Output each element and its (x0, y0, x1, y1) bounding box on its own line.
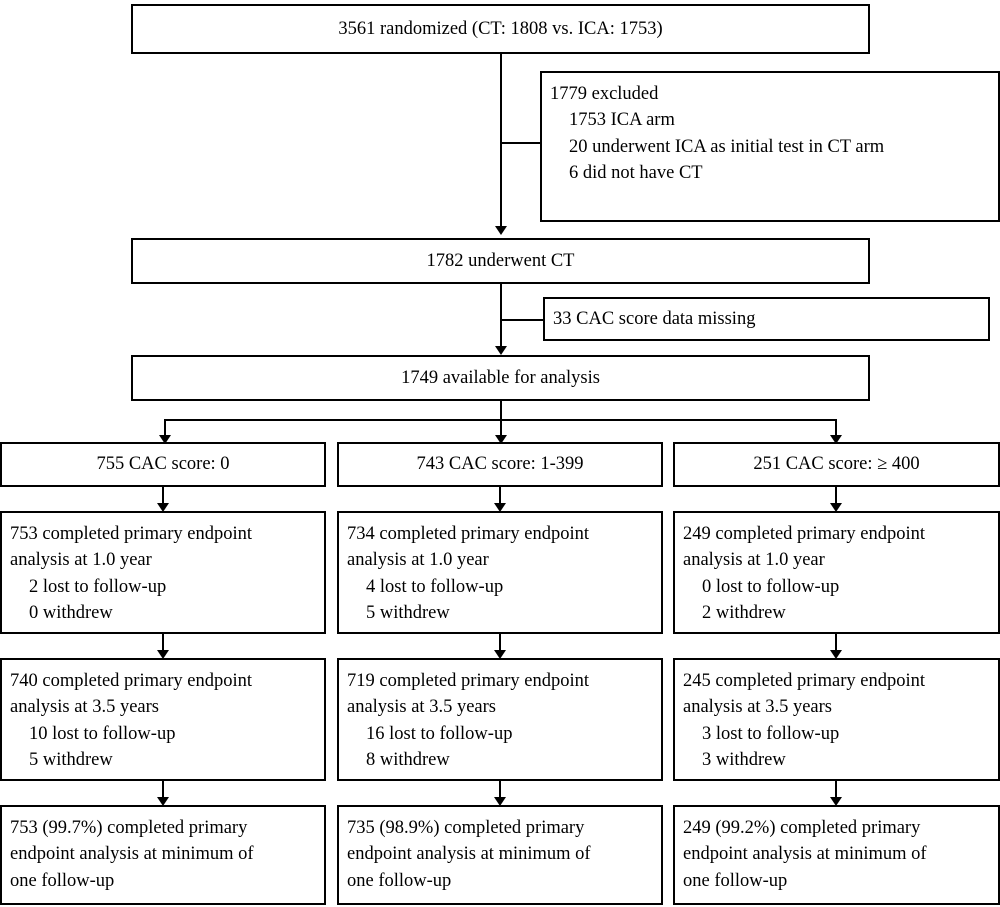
connector-col3-year1-to-year35 (835, 634, 837, 650)
year35-line: 10 lost to follow-up (29, 723, 176, 744)
minimum-line: one follow-up (10, 870, 115, 891)
connector-col2-year35-to-min (499, 781, 501, 797)
year1-line: 249 completed primary endpoint (683, 524, 925, 544)
connector-split-col3 (835, 419, 837, 435)
minimum-line: one follow-up (683, 870, 788, 891)
connector-split-col1 (164, 419, 166, 435)
excluded-line: 1779 excluded (550, 84, 659, 104)
connector-col2-group-to-year1 (499, 487, 501, 503)
year1-line: 753 completed primary endpoint (10, 524, 252, 544)
year1-line: 2 withdrew (702, 602, 786, 623)
year35-line: analysis at 3.5 years (683, 697, 832, 718)
connector-col3-group-to-year1 (835, 487, 837, 503)
underwent-ct-label: 1782 underwent CT (426, 250, 575, 271)
year35-line: 719 completed primary endpoint (347, 671, 589, 691)
year1-line: 4 lost to follow-up (366, 576, 504, 597)
year1-line: 2 lost to follow-up (29, 576, 167, 597)
connector-col2-year1-to-year35 (499, 634, 501, 650)
year1-line: 0 withdrew (29, 602, 113, 623)
group-label: 251 CAC score: ≥ 400 (753, 454, 920, 475)
year1-line: 0 lost to follow-up (702, 576, 840, 597)
year35-line: 8 withdrew (366, 749, 450, 770)
excluded-line: 1753 ICA arm (569, 110, 675, 131)
cac-missing-box (543, 297, 990, 341)
arrow-ct-to-available (495, 346, 507, 355)
year1-line: 734 completed primary endpoint (347, 524, 589, 544)
year35-line: 3 lost to follow-up (702, 723, 840, 744)
year1-line: 5 withdrew (366, 602, 450, 623)
group-label: 755 CAC score: 0 (96, 454, 230, 475)
excluded-line: 6 did not have CT (569, 162, 703, 183)
connector-col1-group-to-year1 (162, 487, 164, 503)
minimum-line: 735 (98.9%) completed primary (347, 818, 585, 838)
randomized-label: 3561 randomized (CT: 1808 vs. ICA: 1753) (338, 18, 663, 39)
randomized-box (131, 4, 870, 54)
minimum-line: endpoint analysis at minimum of (10, 844, 254, 865)
connector-col3-year35-to-min (835, 781, 837, 797)
arrow-randomized-to-ct (495, 226, 507, 235)
year35-box (0, 658, 326, 781)
excluded-line: 20 underwent ICA as initial test in CT arm (569, 136, 885, 157)
minimum-line: 753 (99.7%) completed primary (10, 818, 248, 838)
available-label: 1749 available for analysis (401, 367, 600, 388)
minimum-box (337, 805, 663, 905)
minimum-line: endpoint analysis at minimum of (347, 844, 591, 865)
connector-to-excluded (500, 142, 540, 144)
excluded-box (540, 71, 1000, 222)
year35-line: 3 withdrew (702, 749, 786, 770)
group-label: 743 CAC score: 1-399 (416, 454, 584, 475)
year1-box (673, 511, 1000, 634)
year35-line: 740 completed primary endpoint (10, 671, 252, 691)
year1-box (0, 511, 326, 634)
connector-col1-year1-to-year35 (162, 634, 164, 650)
available-box (131, 355, 870, 401)
underwent-ct-box (131, 238, 870, 284)
year1-box (337, 511, 663, 634)
minimum-line: 249 (99.2%) completed primary (683, 818, 921, 838)
year35-line: analysis at 3.5 years (10, 697, 159, 718)
minimum-line: endpoint analysis at minimum of (683, 844, 927, 865)
connector-to-cac-missing (500, 319, 543, 321)
year35-line: 16 lost to follow-up (366, 723, 513, 744)
year35-box (337, 658, 663, 781)
minimum-box (0, 805, 326, 905)
connector-ct-to-available (500, 284, 502, 346)
group-label-box (673, 442, 1000, 487)
year35-line: analysis at 3.5 years (347, 697, 496, 718)
year1-line: analysis at 1.0 year (683, 550, 825, 571)
minimum-box (673, 805, 1000, 905)
year1-line: analysis at 1.0 year (10, 550, 152, 571)
connector-randomized-to-ct (500, 54, 502, 226)
year35-line: 245 completed primary endpoint (683, 671, 925, 691)
year35-box (673, 658, 1000, 781)
year35-line: 5 withdrew (29, 749, 113, 770)
year1-line: analysis at 1.0 year (347, 550, 489, 571)
connector-col1-year35-to-min (162, 781, 164, 797)
group-label-box (337, 442, 663, 487)
connector-split-col2 (500, 419, 502, 435)
connector-available-down (500, 401, 502, 419)
minimum-line: one follow-up (347, 870, 452, 891)
cac-missing-label: 33 CAC score data missing (553, 308, 756, 329)
group-label-box (0, 442, 326, 487)
